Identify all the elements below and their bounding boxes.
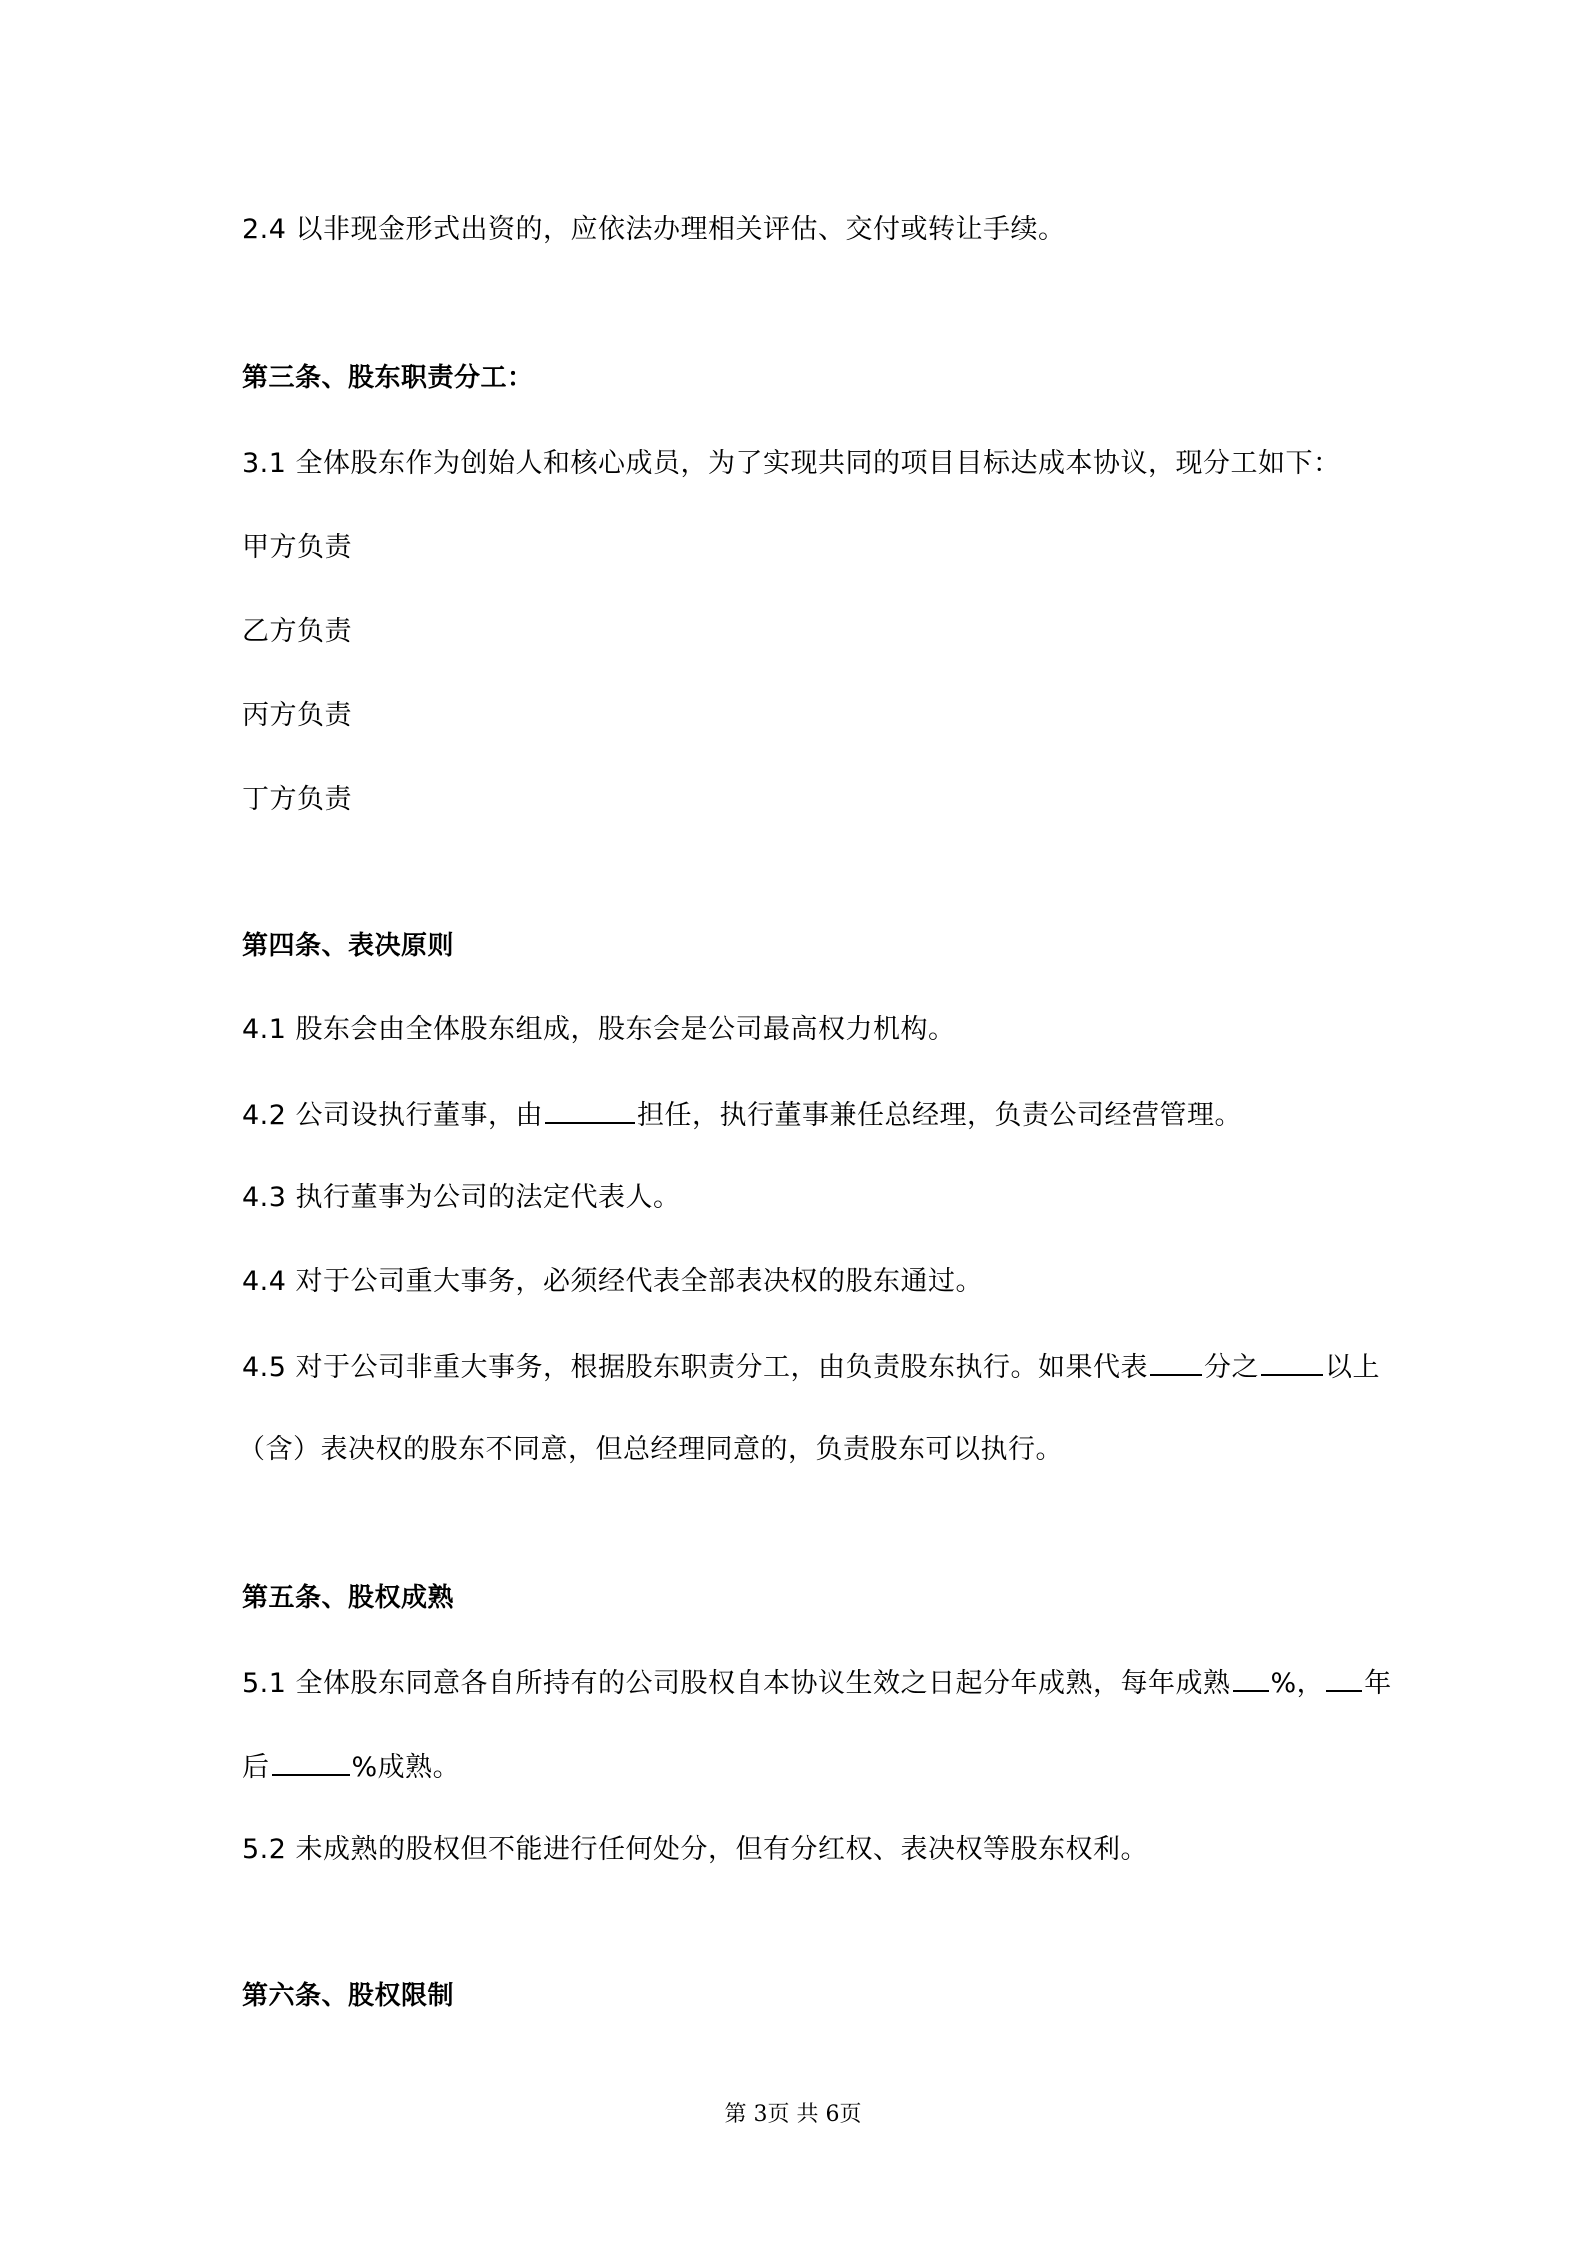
paragraph-4-1: 4.1 股东会由全体股东组成，股东会是公司最高权力机构。 <box>242 1014 956 1045</box>
paragraph-4-2-part2: 担任，执行董事兼任总经理，负责公司经营管理。 <box>637 1100 1243 1131</box>
paragraph-5-1-part1: 5.1 全体股东同意各自所持有的公司股权自本协议生效之日起分年成熟，每年成熟 <box>242 1668 1231 1699</box>
paragraph-5-1-line2 <box>242 1748 460 1786</box>
paragraph-5-1-line1 <box>242 1664 1392 1702</box>
heading-article-6: 第六条、股权限制 <box>242 1981 455 2011</box>
paragraph-3-1: 3.1 全体股东作为创始人和核心成员，为了实现共同的项目目标达成本协议，现分工如下： <box>242 448 1341 479</box>
party-c-duty: 丙方负责 <box>242 700 352 731</box>
blank-years <box>1326 1664 1362 1692</box>
paragraph-4-5-line2: （含）表决权的股东不同意，但总经理同意的，负责股东可以执行。 <box>238 1434 1063 1465</box>
heading-article-5: 第五条、股权成熟 <box>242 1583 455 1613</box>
party-d-duty: 丁方负责 <box>242 784 352 815</box>
paragraph-4-5-part2: 分之 <box>1204 1352 1260 1383</box>
blank-fraction-numerator <box>1261 1348 1323 1376</box>
blank-yearly-percent <box>1233 1664 1269 1692</box>
paragraph-5-1-part3: 年 <box>1364 1668 1392 1699</box>
paragraph-5-2: 5.2 未成熟的股权但不能进行任何处分，但有分红权、表决权等股东权利。 <box>242 1834 1149 1865</box>
paragraph-5-1-part4: 后 <box>242 1752 270 1783</box>
party-a-duty: 甲方负责 <box>242 532 352 563</box>
paragraph-4-5-part3: 以上 <box>1325 1352 1381 1383</box>
heading-article-3: 第三条、股东职责分工： <box>242 363 534 393</box>
paragraph-2-4: 2.4 以非现金形式出资的，应依法办理相关评估、交付或转让手续。 <box>242 214 1066 245</box>
paragraph-4-3: 4.3 执行董事为公司的法定代表人。 <box>242 1182 681 1213</box>
blank-fraction-denominator <box>1150 1348 1202 1376</box>
paragraph-5-1-part5: %成熟。 <box>351 1752 461 1783</box>
paragraph-5-1-part2: %， <box>1270 1668 1325 1699</box>
blank-final-percent <box>272 1748 350 1776</box>
paragraph-4-2 <box>242 1096 1242 1134</box>
paragraph-4-4: 4.4 对于公司重大事务，必须经代表全部表决权的股东通过。 <box>242 1266 984 1297</box>
paragraph-4-5-part1: 4.5 对于公司非重大事务，根据股东职责分工，由负责股东执行。如果代表 <box>242 1352 1149 1383</box>
paragraph-4-5-line1 <box>242 1348 1380 1386</box>
page-number-footer: 第 3页 共 6页 <box>724 2102 862 2127</box>
paragraph-4-2-part1: 4.2 公司设执行董事，由 <box>242 1100 544 1131</box>
party-b-duty: 乙方负责 <box>242 616 352 647</box>
heading-article-4: 第四条、表决原则 <box>242 931 455 961</box>
blank-director-name <box>545 1096 635 1124</box>
